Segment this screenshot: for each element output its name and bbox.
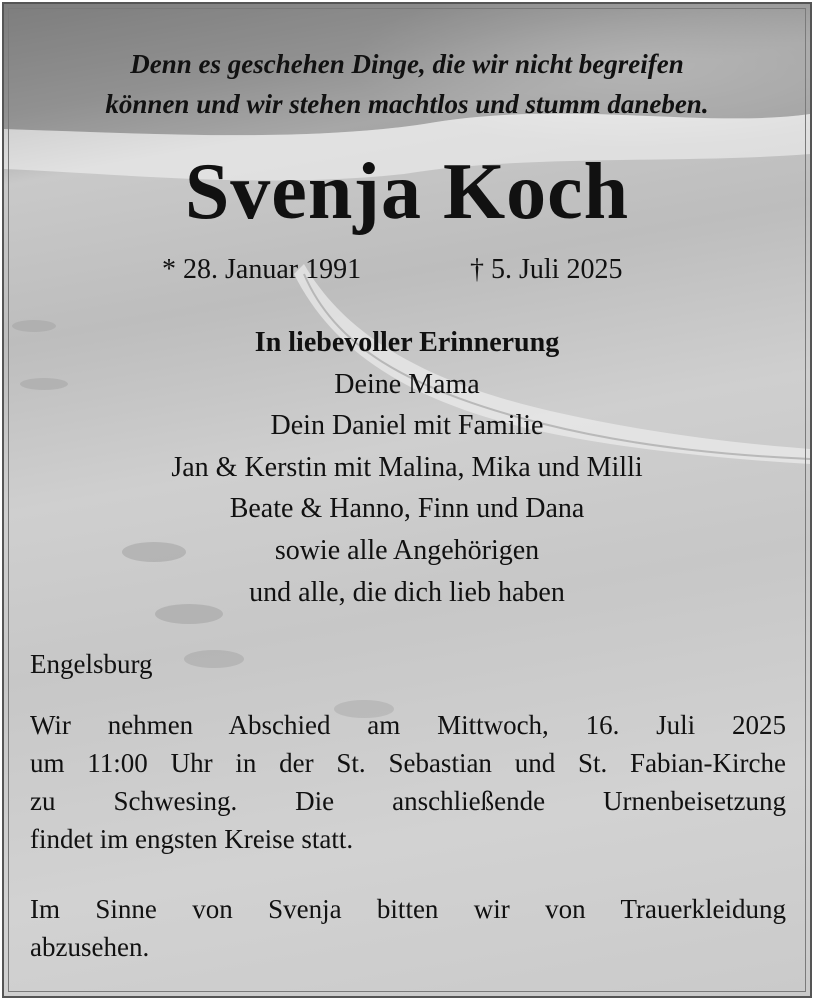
mourner-line: Deine Mama bbox=[334, 368, 480, 400]
farewell-line: zu Schwesing. Die anschließende Urnenbeisetzung bbox=[30, 786, 786, 816]
mourners-heading: In liebevoller Erinnerung bbox=[254, 327, 560, 358]
motto-line: Denn es geschehen Dinge, die wir nicht begreifen bbox=[130, 49, 684, 79]
mourner-line: und alle, die dich lieb haben bbox=[249, 576, 565, 608]
farewell-line: Wir nehmen Abschied am Mittwoch, 16. Juli 2025 bbox=[30, 710, 786, 740]
place-name: Engelsburg bbox=[30, 649, 153, 679]
mourner-line: Jan & Kerstin mit Malina, Mika und Milli bbox=[171, 451, 643, 483]
request-line: abzusehen. bbox=[30, 932, 150, 962]
mourner-line: Beate & Hanno, Finn und Dana bbox=[229, 493, 585, 525]
mourners-block bbox=[4, 322, 810, 613]
death-date: † 5. Juli 2025 bbox=[470, 254, 623, 285]
deceased-name: Svenja Koch bbox=[184, 148, 630, 236]
mourner-line: Dein Daniel mit Familie bbox=[270, 410, 544, 442]
mourner-line: sowie alle Angehörigen bbox=[274, 534, 540, 566]
farewell-line: findet im engsten Kreise statt. bbox=[30, 824, 354, 854]
request-line: Im Sinne von Svenja bitten wir von Trauerkleidung bbox=[30, 894, 786, 924]
motto-line: können und wir stehen machtlos und stumm daneben. bbox=[105, 89, 709, 119]
motto-quote bbox=[4, 44, 810, 124]
birth-date: * 28. Januar 1991 bbox=[162, 254, 362, 285]
obituary-card bbox=[2, 2, 812, 998]
farewell-line: um 11:00 Uhr in der St. Sebastian und St. Fabian-Kirche bbox=[30, 748, 786, 778]
farewell-paragraph bbox=[30, 706, 786, 858]
request-paragraph bbox=[30, 890, 786, 966]
